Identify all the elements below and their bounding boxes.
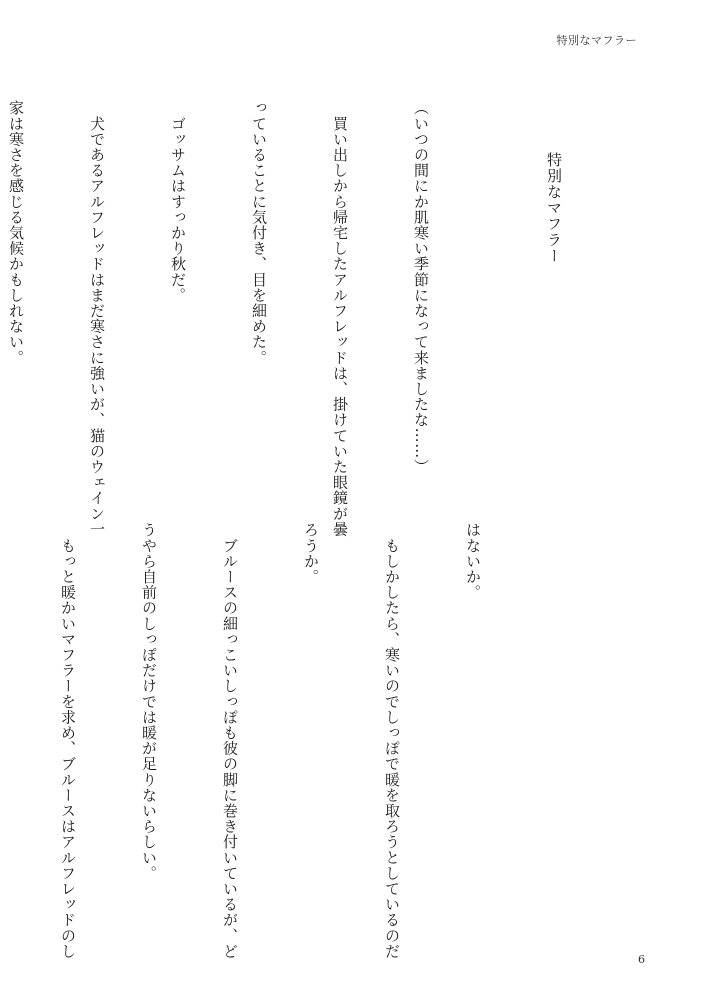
story-title: 特別なマフラー (545, 152, 563, 264)
text-line: もしかしたら、寒いのでしっぽで暖を取ろうとしているのだ (383, 522, 401, 959)
running-header: 特別なマフラー (556, 34, 637, 47)
text-line: 買い出しから帰宅したアルフレッドは、掛けていた眼鏡が曇 (331, 100, 349, 537)
page-number: 6 (638, 953, 645, 966)
text-line: うやら自前のしっぽだけでは暖が足りないらしい。 (140, 522, 158, 881)
text-line: （いつの間にか肌寒い季節になって来ましたな……） (412, 100, 430, 475)
text-line: ブルースの細っこいしっぽも彼の脚に巻き付いているが、ど (221, 522, 239, 959)
text-line: はないか。 (464, 522, 482, 600)
text-line: ろうか。 (302, 522, 320, 585)
text-line: ゴッサムはすっかり秋だ。 (169, 100, 187, 303)
blank-column (540, 522, 567, 932)
text-line: 家は寒さを感じる気候かもしれない。 (7, 100, 25, 366)
upper-text-block (0, 100, 621, 537)
lower-text-block (0, 522, 621, 959)
text-line: っていることに気付き、目を細めた。 (250, 100, 268, 366)
text-line: 犬であるアルフレッドはまだ寒さに強いが、猫のウェイン一 (88, 100, 106, 537)
text-line: もっと暖かいマフラーを求め、ブルースはアルフレッドのし (59, 522, 77, 959)
